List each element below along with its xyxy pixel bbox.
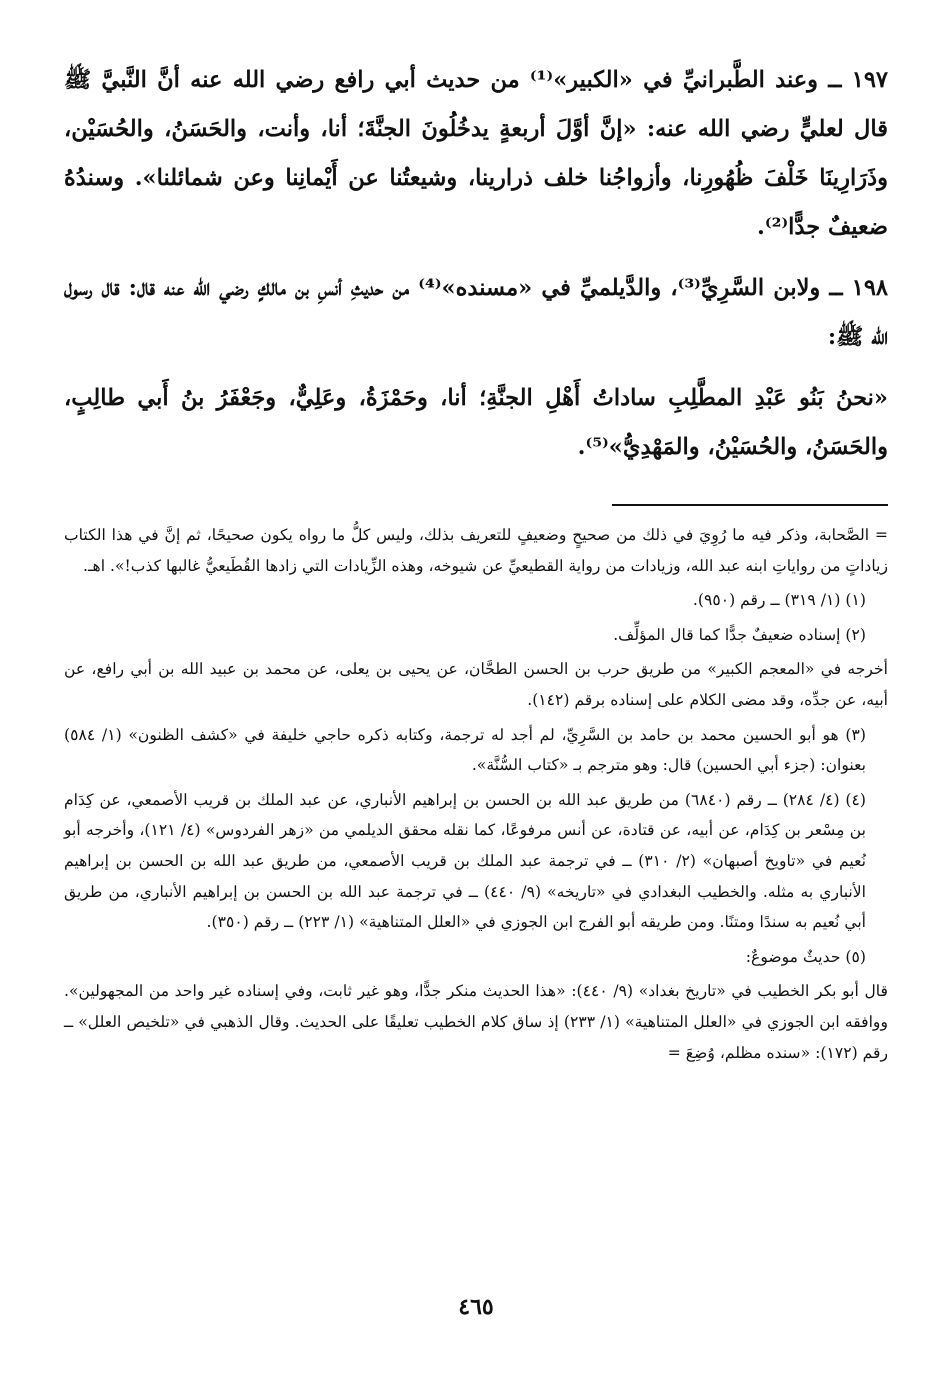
main-text xyxy=(64,56,888,472)
footnote-1: (١) (١/ ٣١٩) ــ رقم (٩٥٠). xyxy=(692,591,866,610)
footnote-continuation: = الصَّحابة، وذكر فيه ما رُوِيَ في ذلك من صحيحٍ وضعيفٍ للتعريف بذلك، وليس كلُّ ما رواه يكون صحيحًا، ثم إنَّ في هذا الكتاب زياداتٍ من رواياتِ ابنه عبد الله، وزيادات من رواية القطيعيِّ عن شيوخه، وهذه الزِّيادات التي زادها القُطَيعيُّ غالبها كذب!». اهـ. xyxy=(64,526,888,575)
page-number: ٤٦٥ xyxy=(458,1294,494,1320)
hadith-198-quote: «نحنُ بَنُو عَبْدِ المطَّلِبِ ساداتُ أَهْلِ الجنَّةِ؛ أنا، وحَمْزَةُ، وعَلِيٌّ، وجَعْفَرُ بنُ أَبي طالِبٍ، والحَسَنُ، والحُسَيْنُ، والمَهْدِيُّ»⁽⁵⁾. xyxy=(64,385,888,460)
footnote-2-heading: (٢) إسناده ضعيفٌ جدًّا كما قال المؤلِّف. xyxy=(613,625,866,644)
footnote-separator xyxy=(612,504,888,506)
footnote-2-body: أخرجه في «المعجم الكبير» من طريق حرب بن الحسن الطحَّان، عن يحيى بن يعلى، عن محمد بن عبيد الله بن أبي رافع، عن أبيه، عن جدِّه، وقد مضى الكلام على إسناده برقم (١٤٢). xyxy=(64,660,888,709)
hadith-198-intro: ١٩٨ ــ ولابن السَّرِيِّ⁽³⁾، والدَّيلميِّ في «مسنده»⁽⁴⁾ من حديثِ أنسِ بن مالكٍ رضي الله عنه قال: قال رسول الله ﷺ: xyxy=(64,275,888,350)
hadith-197-paragraph: ١٩٧ ــ وعند الطَّبرانيِّ في «الكبير»⁽¹⁾ من حديث أبي رافع رضي الله عنه أنَّ النَّبيَّ ﷺ قال لعليٍّ رضي الله عنه: «إنَّ أوَّلَ أربعةٍ يدخُلُونَ الجنَّةَ؛ أنا، وأنت، والحَسَنُ، والحُسَيْن، وذَرَارِينَا خَلْفَ ظُهُورِنا، وأزواجُنا خلف ذرارينا، وشيعتُنا عن أَيْمانِنا وعن شمائلنا». وسندُهُ ضعيفٌ جدًّا⁽²⁾. xyxy=(64,67,889,240)
footnote-5-heading: (٥) حديثٌ موضوعٌ: xyxy=(745,947,866,966)
footnote-4: (٤) (٤/ ٢٨٤) ــ رقم (٦٨٤٠) من طريق عبد الله بن الحسن بن إبراهيم الأنباري، عن عبد الملك بن قريب الأصمعي، عن كِدَام بن مِسْعر بن كِدَام، عن أبيه، عن قتادة، عن أنس مرفوعًا، كما نقله محقق الديلمي من «زهر الفردوس» (٤/ ١٢١)، وأخرجه أبو نُعيم في «تاويخ أصبهان» (٢/ ٣١٠) ــ في ترجمة عبد الملك بن قريب الأصمعي، من طريق عبد الله بن الحسن بن إبراهيم الأنباري به مثله. والخطيب البغدادي في «تاريخه» (٩/ ٤٤٠) ــ في ترجمة عبد الله بن الحسن بن إبراهيم الأنباري، من طريق أبي نُعيم به سندًا ومتنًا. ومن طريقه أبو الفرج ابن الجوزي في «العلل المتناهية» (١/ ٢٢٣) ــ رقم (٣٥٠). xyxy=(64,790,867,932)
footnote-3: (٣) هو أبو الحسين محمد بن حامد بن السَّرِيِّ، لم أجد له ترجمة، وكتابه ذكره حاجي خليفة في «كشف الظنون» (١/ ٥٨٤) بعنوان: (جزء أبي الحسين) قال: وهو مترجم بـ «كتاب السُّنَّة». xyxy=(64,725,866,775)
footnote-5-body: قال أبو بكر الخطيب في «تاريخ بغداد» (٩/ ٤٤٠): «هذا الحديث منكر جدًّا، وهو غير ثابت، وفي إسناده غير واحد من المجهولين». ووافقه ابن الجوزي في «العلل المتناهية» (١/ ٢٣٣) إذ ساق كلام الخطيب تعليقًا على الحديث. وقال الذهبي في «تلخيص العلل» ــ رقم (١٧٢): «سنده مظلم، وُضِعَ = xyxy=(64,982,889,1062)
footnotes xyxy=(64,520,888,1068)
